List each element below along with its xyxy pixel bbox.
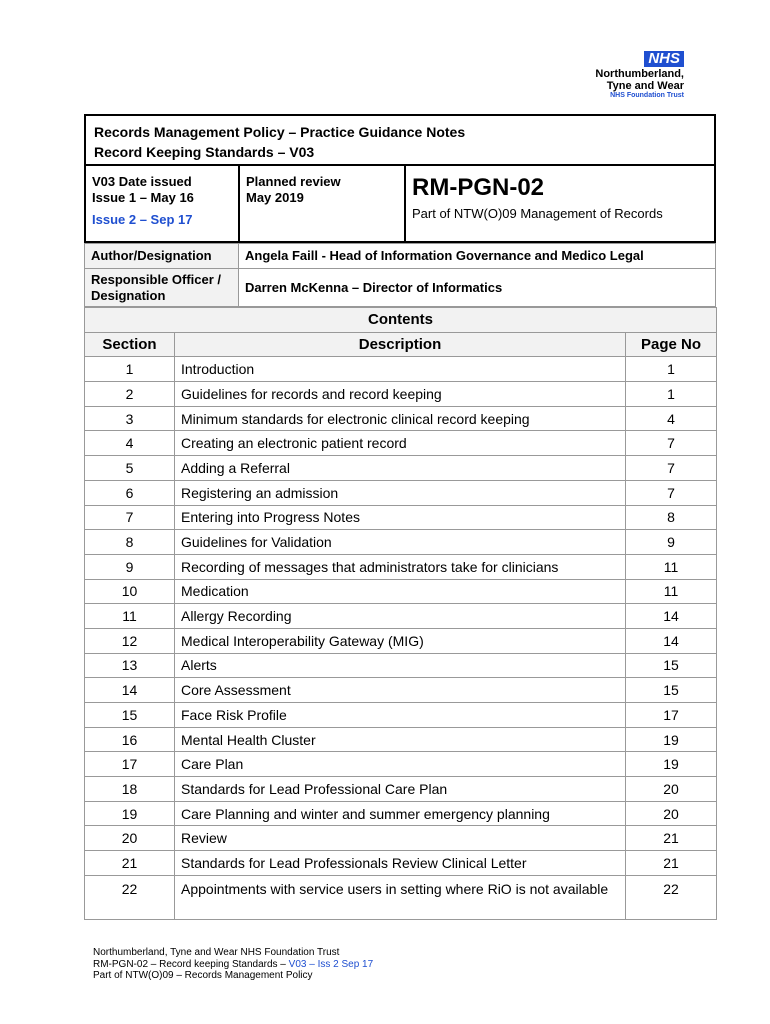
row-description: Entering into Progress Notes (175, 505, 626, 530)
planned-review-label: Planned review (246, 174, 341, 189)
row-page: 19 (626, 727, 717, 752)
row-page: 15 (626, 678, 717, 703)
col-description: Description (175, 332, 626, 357)
row-section: 11 (85, 604, 175, 629)
part-of: Part of NTW(O)09 Management of Records (412, 206, 663, 221)
row-description: Introduction (175, 357, 626, 382)
footer-org: Northumberland, Tyne and Wear NHS Foundation Trust (93, 947, 340, 958)
contents-row (85, 357, 717, 382)
date-issued-label: V03 Date issued (92, 174, 192, 189)
row-section: 16 (85, 727, 175, 752)
row-description: Standards for Lead Professional Care Plan (175, 777, 626, 802)
contents-row (85, 530, 717, 555)
row-description: Face Risk Profile (175, 703, 626, 728)
row-description: Recording of messages that administrators take for clinicians (175, 554, 626, 579)
row-section: 10 (85, 579, 175, 604)
issue-2: Issue 2 – Sep 17 (92, 212, 193, 227)
row-page: 11 (626, 579, 717, 604)
contents-table (84, 307, 717, 920)
document-subtitle: Record Keeping Standards – V03 (94, 144, 315, 160)
row-section: 22 (85, 875, 175, 919)
contents-row (85, 653, 717, 678)
org-name-line2: Tyne and Wear (606, 80, 684, 92)
contents-row (85, 628, 717, 653)
contents-row (85, 826, 717, 851)
document-title: Records Management Policy – Practice Guidance Notes (94, 124, 466, 140)
row-page: 21 (626, 851, 717, 876)
row-section: 2 (85, 382, 175, 407)
row-section: 3 (85, 406, 175, 431)
contents-row (85, 678, 717, 703)
row-page: 1 (626, 357, 717, 382)
contents-row (85, 752, 717, 777)
col-section: Section (85, 332, 175, 357)
contents-row (85, 431, 717, 456)
footer-version: V03 – Iss 2 Sep 17 (288, 958, 374, 970)
row-section: 19 (85, 801, 175, 826)
contents-row (85, 579, 717, 604)
row-page: 19 (626, 752, 717, 777)
contents-row (85, 777, 717, 802)
nhs-logo (595, 50, 684, 99)
row-page: 21 (626, 826, 717, 851)
contents-row (85, 604, 717, 629)
footer-doc: RM-PGN-02 – Record keeping Standards – (93, 958, 289, 970)
row-description: Creating an electronic patient record (175, 431, 626, 456)
row-description: Guidelines for Validation (175, 530, 626, 555)
row-section: 12 (85, 628, 175, 653)
row-description: Medical Interoperability Gateway (MIG) (175, 628, 626, 653)
row-description: Guidelines for records and record keeping (175, 382, 626, 407)
document-meta (84, 164, 716, 243)
row-description: Core Assessment (175, 678, 626, 703)
row-page: 11 (626, 554, 717, 579)
row-section: 15 (85, 703, 175, 728)
row-description: Review (175, 826, 626, 851)
document-title-box (84, 114, 716, 164)
row-section: 7 (85, 505, 175, 530)
row-description: Allergy Recording (175, 604, 626, 629)
review-date: May 2019 (246, 190, 304, 205)
row-page: 20 (626, 777, 717, 802)
document-code: RM-PGN-02 (412, 174, 545, 201)
org-name-line1: Northumberland, (595, 68, 684, 80)
contents-row (85, 480, 717, 505)
contents-row (85, 554, 717, 579)
row-description: Minimum standards for electronic clinical record keeping (175, 406, 626, 431)
row-section: 6 (85, 480, 175, 505)
row-page: 7 (626, 431, 717, 456)
contents-row (85, 851, 717, 876)
row-section: 1 (85, 357, 175, 382)
row-section: 14 (85, 678, 175, 703)
issue-1: Issue 1 – May 16 (92, 190, 194, 205)
row-section: 21 (85, 851, 175, 876)
contents-title: Contents (85, 308, 717, 333)
row-section: 17 (85, 752, 175, 777)
row-section: 8 (85, 530, 175, 555)
row-page: 1 (626, 382, 717, 407)
row-description: Standards for Lead Professionals Review Clinical Letter (175, 851, 626, 876)
row-page: 7 (626, 480, 717, 505)
code-cell (406, 166, 714, 241)
author-label: Author/Designation (85, 244, 239, 269)
col-page: Page No (626, 332, 717, 357)
issue-cell (86, 166, 240, 241)
info-table (84, 243, 716, 920)
row-page: 8 (626, 505, 717, 530)
footer (93, 947, 373, 982)
row-page: 14 (626, 604, 717, 629)
contents-row (85, 505, 717, 530)
row-description: Care Plan (175, 752, 626, 777)
row-description: Care Planning and winter and summer emergency planning (175, 801, 626, 826)
contents-row (85, 801, 717, 826)
contents-row (85, 406, 717, 431)
row-page: 15 (626, 653, 717, 678)
officer-value: Darren McKenna – Director of Informatics (239, 269, 716, 307)
row-section: 18 (85, 777, 175, 802)
review-cell (240, 166, 406, 241)
contents-row (85, 875, 717, 919)
row-description: Adding a Referral (175, 456, 626, 481)
row-section: 13 (85, 653, 175, 678)
nhs-badge: NHS (644, 51, 684, 67)
row-page: 20 (626, 801, 717, 826)
officer-label: Responsible Officer / Designation (85, 269, 239, 307)
row-page: 22 (626, 875, 717, 919)
row-section: 20 (85, 826, 175, 851)
author-value: Angela Faill - Head of Information Governance and Medico Legal (239, 244, 716, 269)
row-description: Appointments with service users in setting where RiO is not available (175, 875, 626, 919)
foundation-trust: NHS Foundation Trust (610, 92, 684, 99)
row-page: 4 (626, 406, 717, 431)
row-section: 4 (85, 431, 175, 456)
row-page: 7 (626, 456, 717, 481)
row-page: 9 (626, 530, 717, 555)
row-description: Registering an admission (175, 480, 626, 505)
row-description: Mental Health Cluster (175, 727, 626, 752)
contents-row (85, 703, 717, 728)
contents-row (85, 382, 717, 407)
footer-policy: Part of NTW(O)09 – Records Management Policy (93, 970, 313, 981)
contents-row (85, 727, 717, 752)
contents-row (85, 456, 717, 481)
row-page: 17 (626, 703, 717, 728)
row-section: 9 (85, 554, 175, 579)
row-description: Alerts (175, 653, 626, 678)
row-page: 14 (626, 628, 717, 653)
row-description: Medication (175, 579, 626, 604)
row-section: 5 (85, 456, 175, 481)
